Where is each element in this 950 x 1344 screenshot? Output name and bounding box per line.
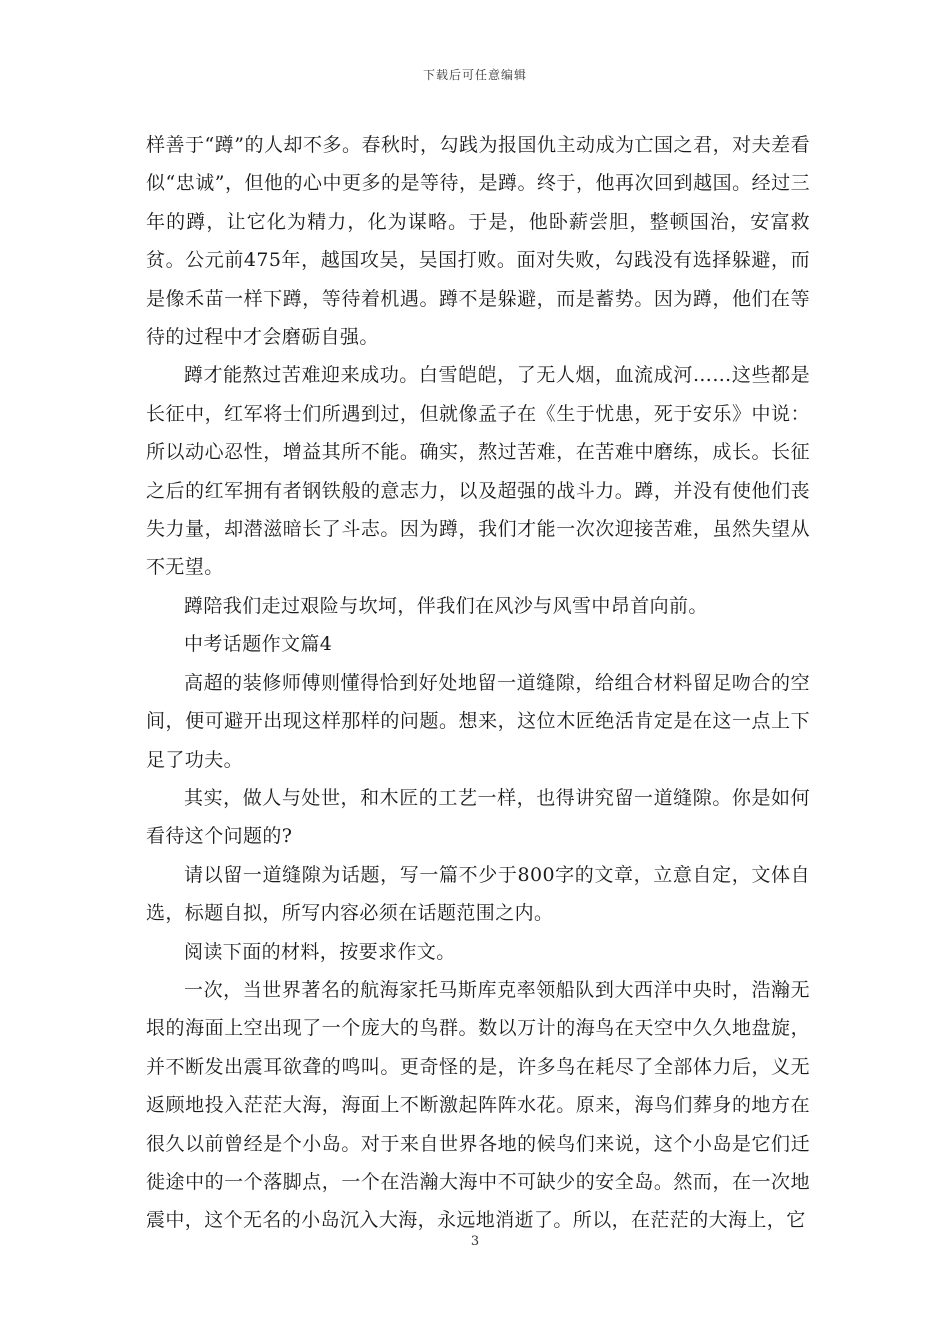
paragraph: 高超的装修师傅则懂得恰到好处地留一道缝隙，给组合材料留足吻合的空间，便可避开出现这样那样的问题。想来，这位木匠绝活肯定是在这一点上下足了功夫。: [146, 671, 810, 771]
paragraph: 一次，当世界著名的航海家托马斯库克率领船队到大西洋中央时，浩瀚无垠的海面上空出现了一个庞大的鸟群。数以万计的海鸟在天空中久久地盘旋，并不断发出震耳欲聋的鸣叫。更奇怪的是，许多鸟在耗尽了全部体力后，义无返顾地投入茫茫大海，海面上不断激起阵阵水花。原来，海鸟们葬身的地方在很久以前曾经是个小岛。对于来自世界各地的候鸟们来说，这个小岛是它们迁徙途中的一个落脚点，一个在浩瀚大海中不可缺少的安全岛。然而，在一次地震中，这个无名的小岛沉入大海，永远地消逝了。所以，在茫茫的大海上，它: [146, 978, 810, 1232]
paragraph-continuation: 样善于“蹲”的人却不多。春秋时，勾践为报国仇主动成为亡国之君，对夫差看似“忠诚”，但他的心中更多的是等待，是蹲。终于，他再次回到越国。经过三年的蹲，让它化为精力，化为谋略。于是，他卧薪尝胆，整顿国治，安富救贫。公元前475年，越国攻吴，吴国打败。面对失败，勾践没有选择躲避，而是像禾苗一样下蹲，等待着机遇。蹲不是躲避，而是蓄势。因为蹲，他们在等待的过程中才会磨砺自强。: [146, 134, 810, 349]
paragraph: 请以留一道缝隙为话题，写一篇不少于800字的文章，立意自定，文体自选，标题自拟，所写内容必须在话题范围之内。: [146, 863, 810, 925]
document-body: [146, 126, 810, 1240]
section-heading: 中考话题作文篇4: [184, 633, 333, 656]
page-header: 下载后可任意编辑: [422, 68, 527, 82]
paragraph: 其实，做人与处世，和木匠的工艺一样，也得讲究留一道缝隙。你是如何看待这个问题的?: [146, 786, 810, 848]
page-number: 3: [470, 1234, 480, 1249]
paragraph: 阅读下面的材料，按要求作文。: [184, 940, 456, 963]
paragraph: 蹲陪我们走过艰险与坎坷，伴我们在风沙与风雪中昂首向前。: [184, 594, 708, 617]
paragraph: 蹲才能熬过苦难迎来成功。白雪皑皑，了无人烟，血流成河……这些都是长征中，红军将士们所遇到过，但就像孟子在《生于忧患，死于安乐》中说：所以动心忍性，增益其所不能。确实，熬过苦难，在苦难中磨练，成长。长征之后的红军拥有者钢铁般的意志力，以及超强的战斗力。蹲，并没有使他们丧失力量，却潜滋暗长了斗志。因为蹲，我们才能一次次迎接苦难，虽然失望从不无望。: [146, 364, 810, 579]
